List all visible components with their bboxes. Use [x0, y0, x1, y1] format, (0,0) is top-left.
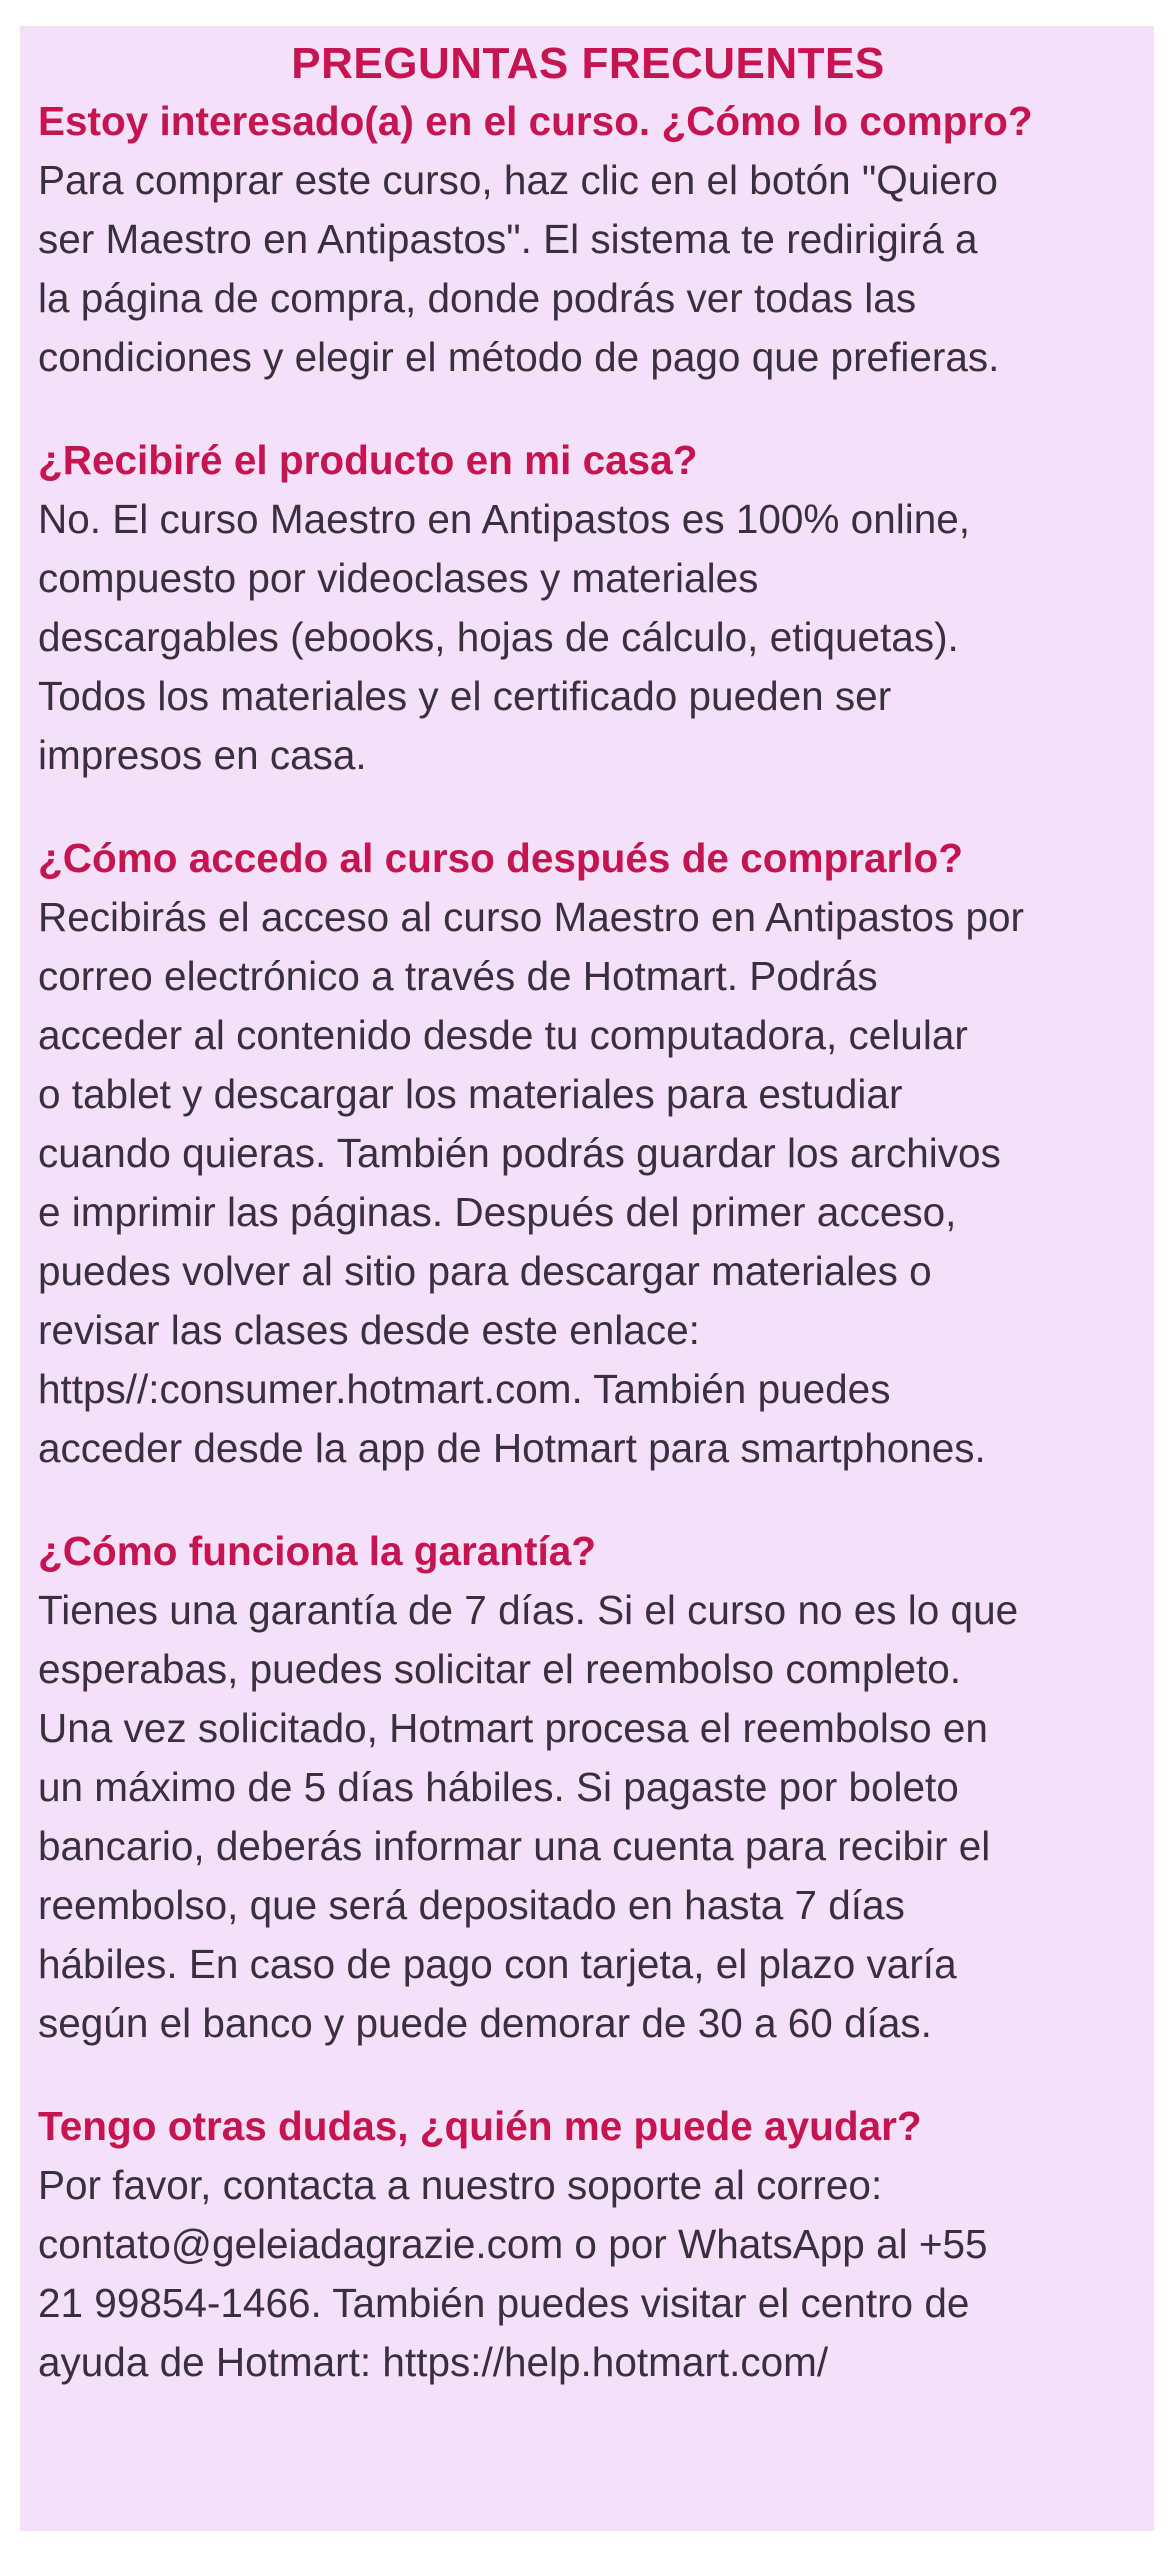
- faq-answer: [38, 490, 1138, 785]
- answer-line: cuando quieras. También podrás guardar los archivos: [38, 1130, 1001, 1176]
- answer-line-link: https//:consumer.hotmart.com. También puedes: [38, 1366, 891, 1412]
- answer-line: la página de compra, donde podrás ver todas las: [38, 275, 917, 321]
- answer-line: Por favor, contacta a nuestro soporte al correo:: [38, 2162, 883, 2208]
- answer-line: Para comprar este curso, haz clic en el botón "Quiero: [38, 157, 998, 203]
- faq-item-delivery: [38, 431, 1138, 785]
- answer-line: impresos en casa.: [38, 732, 367, 778]
- answer-line: descargables (ebooks, hojas de cálculo, etiquetas).: [38, 614, 959, 660]
- answer-line: según el banco y puede demorar de 30 a 60 días.: [38, 2000, 932, 2046]
- answer-line-link: ayuda de Hotmart: https://help.hotmart.com/: [38, 2339, 829, 2385]
- faq-question: ¿Cómo funciona la garantía?: [38, 1528, 597, 1574]
- faq-panel: [20, 26, 1154, 2531]
- answer-line: 21 99854-1466. También puedes visitar el centro de: [38, 2280, 970, 2326]
- faq-answer: [38, 151, 1138, 387]
- faq-answer: [38, 1581, 1138, 2053]
- answer-line: Todos los materiales y el certificado pueden ser: [38, 673, 892, 719]
- answer-line: puedes volver al sitio para descargar materiales o: [38, 1248, 932, 1294]
- answer-line: bancario, deberás informar una cuenta para recibir el: [38, 1823, 991, 1869]
- answer-line: o tablet y descargar los materiales para estudiar: [38, 1071, 903, 1117]
- answer-line: reembolso, que será depositado en hasta 7 días: [38, 1882, 905, 1928]
- answer-line: correo electrónico a través de Hotmart. Podrás: [38, 953, 878, 999]
- answer-line: Tienes una garantía de 7 días. Si el curso no es lo que: [38, 1587, 1019, 1633]
- answer-line: un máximo de 5 días hábiles. Si pagaste por boleto: [38, 1764, 959, 1810]
- faq-item-support: [38, 2097, 1138, 2392]
- faq-item-access: [38, 829, 1138, 1478]
- answer-line: esperabas, puedes solicitar el reembolso completo.: [38, 1646, 961, 1692]
- answer-line: compuesto por videoclases y materiales: [38, 555, 759, 601]
- faq-answer: [38, 888, 1138, 1478]
- faq-question: Tengo otras dudas, ¿quién me puede ayudar?: [38, 2103, 922, 2149]
- faq-item-purchase: [38, 92, 1138, 387]
- answer-line: acceder desde la app de Hotmart para smartphones.: [38, 1425, 986, 1471]
- answer-line: Una vez solicitado, Hotmart procesa el reembolso en: [38, 1705, 988, 1751]
- answer-line: No. El curso Maestro en Antipastos es 100% online,: [38, 496, 971, 542]
- faq-item-guarantee: [38, 1522, 1138, 2053]
- answer-line: ser Maestro en Antipastos". El sistema te redirigirá a: [38, 216, 978, 262]
- faq-question: ¿Cómo accedo al curso después de comprarlo?: [38, 835, 963, 881]
- answer-line: hábiles. En caso de pago con tarjeta, el plazo varía: [38, 1941, 957, 1987]
- answer-line-email: contato@geleiadagrazie.com o por WhatsApp al +55: [38, 2221, 988, 2267]
- page-title: PREGUNTAS FRECUENTES: [291, 39, 885, 88]
- answer-line: Recibirás el acceso al curso Maestro en Antipastos por: [38, 894, 1024, 940]
- answer-line: revisar las clases desde este enlace:: [38, 1307, 700, 1353]
- faq-question: Estoy interesado(a) en el curso. ¿Cómo lo compro?: [38, 98, 1033, 144]
- answer-line: acceder al contenido desde tu computadora, celular: [38, 1012, 968, 1058]
- answer-line: condiciones y elegir el método de pago que prefieras.: [38, 334, 1000, 380]
- answer-line: e imprimir las páginas. Después del primer acceso,: [38, 1189, 957, 1235]
- faq-question: ¿Recibiré el producto en mi casa?: [38, 437, 698, 483]
- faq-answer: [38, 2156, 1138, 2392]
